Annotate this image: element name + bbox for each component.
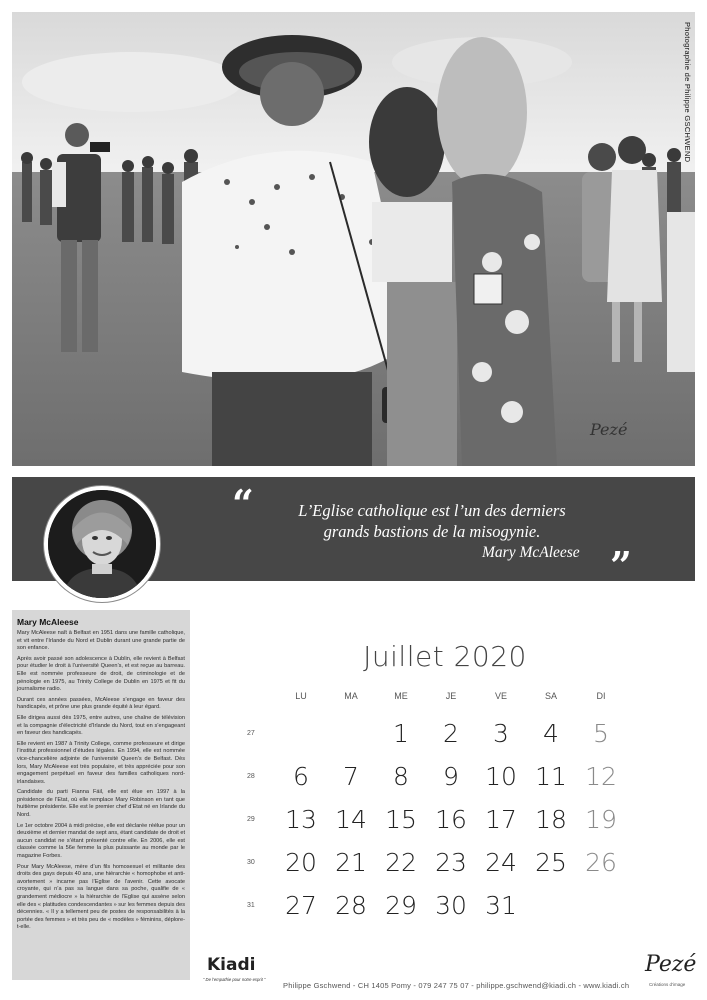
calendar-day: 26: [585, 848, 617, 877]
photo-credit: Photographie de Philippe GSCHWEND: [683, 22, 692, 163]
hero-photo: [12, 12, 695, 466]
week-number: 28: [247, 773, 255, 780]
close-quote-icon: ”: [610, 543, 632, 588]
calendar-day: 20: [285, 848, 317, 877]
calendar-day: 31: [485, 891, 517, 920]
calendar-day: 16: [435, 805, 467, 834]
bio-paragraph: Elle revient en 1987 à Trinity College, comme professeure et dirige l’institut professionnel d’études légales. En 1994, elle est nommée vice-chancelière adjointe de l’université Queen’s de Belfast. Dès lors, Mary McAleese est très populaire, et très appréciée pour son engagement perpétuel en faveur des familles catholiques nord-irlandaises.: [17, 740, 185, 785]
week-number: 31: [247, 902, 255, 909]
weekday-header: LU: [295, 691, 307, 701]
quote-text: [267, 500, 597, 542]
weekday-header: DI: [596, 691, 606, 701]
calendar-day: 19: [585, 805, 617, 834]
calendar-day: 2: [443, 719, 459, 748]
biography-panel: [12, 610, 190, 980]
calendar-day: 9: [443, 762, 459, 791]
footer-contact: Philippe Gschwend - CH 1405 Pomy - 079 247 75 07 - philippe.gschwend@kiadi.ch - www.kiadi.ch: [283, 981, 630, 990]
portrait-illustration: [48, 490, 156, 598]
week-number: 29: [247, 816, 255, 823]
calendar-day: 21: [335, 848, 367, 877]
bio-paragraph: Durant ces années passées, McAleese s’engage en faveur des handicapés, et prône une plus grande équité à leur égard.: [17, 696, 185, 711]
calendar-day: 14: [335, 805, 367, 834]
calendar-day: 24: [485, 848, 517, 877]
bio-paragraph: Candidate du parti Fianna Fáil, elle est élue en 1997 à la présidence de l’Etat, où elle remplace Mary Robinson en tant que huitième présidente. Elle est le premier chef d’Etat né en Irlande du Nord.: [17, 789, 185, 819]
calendar-day: 22: [385, 848, 417, 877]
calendar-day: 29: [385, 891, 417, 920]
footer-signature-subtitle: Créations d’image: [649, 982, 686, 987]
calendar-day: 10: [485, 762, 517, 791]
bio-paragraph: Après avoir passé son adolescence à Dublin, elle revient à Belfast pour étudier le droit à l’université Queen’s, et est reçue au barreau. Elle est nommée professeure de droit, de criminologie et de pénologie en 1975, au Trinity College de Dublin en 1975 et fit du journalisme radio.: [17, 655, 185, 693]
bio-paragraph: Elle dirigea aussi dès 1975, entre autres, une chaîne de télévision et la compagnie d’électricité d’Irlande du Nord, tout en s’engageant en faveur des handicapés.: [17, 714, 185, 737]
bio-title: Mary McAleese: [17, 617, 79, 627]
footer-signature: Pezé: [645, 952, 697, 977]
calendar-day: 13: [285, 805, 317, 834]
calendar-day: 4: [543, 719, 559, 748]
calendar-day: 8: [393, 762, 409, 791]
calendar-day: 17: [485, 805, 517, 834]
calendar-day: 23: [435, 848, 467, 877]
calendar-day: 18: [535, 805, 567, 834]
bio-paragraph: Mary McAleese naît à Belfast en 1951 dans une famille catholique, et vit entre l’Irlande du Nord et Dublin durant une grande partie de son enfance.: [17, 630, 185, 652]
calendar-day: 30: [435, 891, 467, 920]
quote-line-1: L’Eglise catholique est l’un des derniers: [298, 501, 566, 520]
calendar-day: 7: [343, 762, 359, 791]
calendar-day: 6: [293, 762, 309, 791]
quote-author: Mary McAleese: [482, 544, 580, 561]
calendar-day: 11: [535, 762, 567, 791]
calendar-day: 27: [285, 891, 317, 920]
bio-paragraph: Le 1er octobre 2004 à midi précise, elle est déclarée réélue pour un deuxième et dernier mandat de sept ans, étant candidate de droit et aucun candidat ne s’étant présenté contre elle. En 2006, elle est classée comme la 56e femme la plus puissante au monde par le magazine Forbes.: [17, 822, 185, 860]
calendar-day: 12: [585, 762, 617, 791]
logo-tagline: “ De l’empathie pour notre esprit ”: [203, 977, 266, 982]
calendar-day: 3: [493, 719, 509, 748]
portrait-photo: [44, 486, 160, 602]
open-quote-icon: “: [232, 481, 254, 526]
calendar-day: 15: [385, 805, 417, 834]
weekday-header: ME: [394, 691, 408, 701]
week-number: 30: [247, 859, 255, 866]
logo-wordmark: Kiadi: [207, 955, 256, 975]
calendar-day: 28: [335, 891, 367, 920]
weekday-header: SA: [544, 691, 557, 701]
calendar-day: 25: [535, 848, 567, 877]
month-title: Juillet 2020: [363, 640, 527, 673]
quote-line-2: grands bastions de la misogynie.: [323, 522, 541, 541]
calendar-day: 5: [593, 719, 609, 748]
racecourse-crowd-illustration: [12, 12, 695, 466]
weekday-header: VE: [494, 691, 507, 701]
bio-paragraph: Pour Mary McAleese, mère d’un fils homosexuel et militante des droits des gays depuis 40 ans, une hiérarchie « homophobe et anti-avortement » incarne pas l’Eglise de l’avenir. Cette avocate croyante, qui n’a pas sa langue dans sa poche, qualifie de « grandement médiocre » la hiérarchie de l’Eglise qui assène selon elle des « platitudes condescendantes » sur les femmes depuis des décennies. « Il y a tellement peu de postes de responsabilités à la portée des femmes » et très peu de « modèles » féminins, déplore-t-elle.: [17, 863, 185, 931]
week-number: 27: [247, 730, 255, 737]
weekday-header: JE: [445, 691, 457, 701]
kiadi-logo: [203, 955, 266, 982]
photo-signature: Pezé: [590, 420, 628, 439]
calendar-day: 1: [393, 719, 409, 748]
weekday-header: MA: [344, 691, 358, 701]
